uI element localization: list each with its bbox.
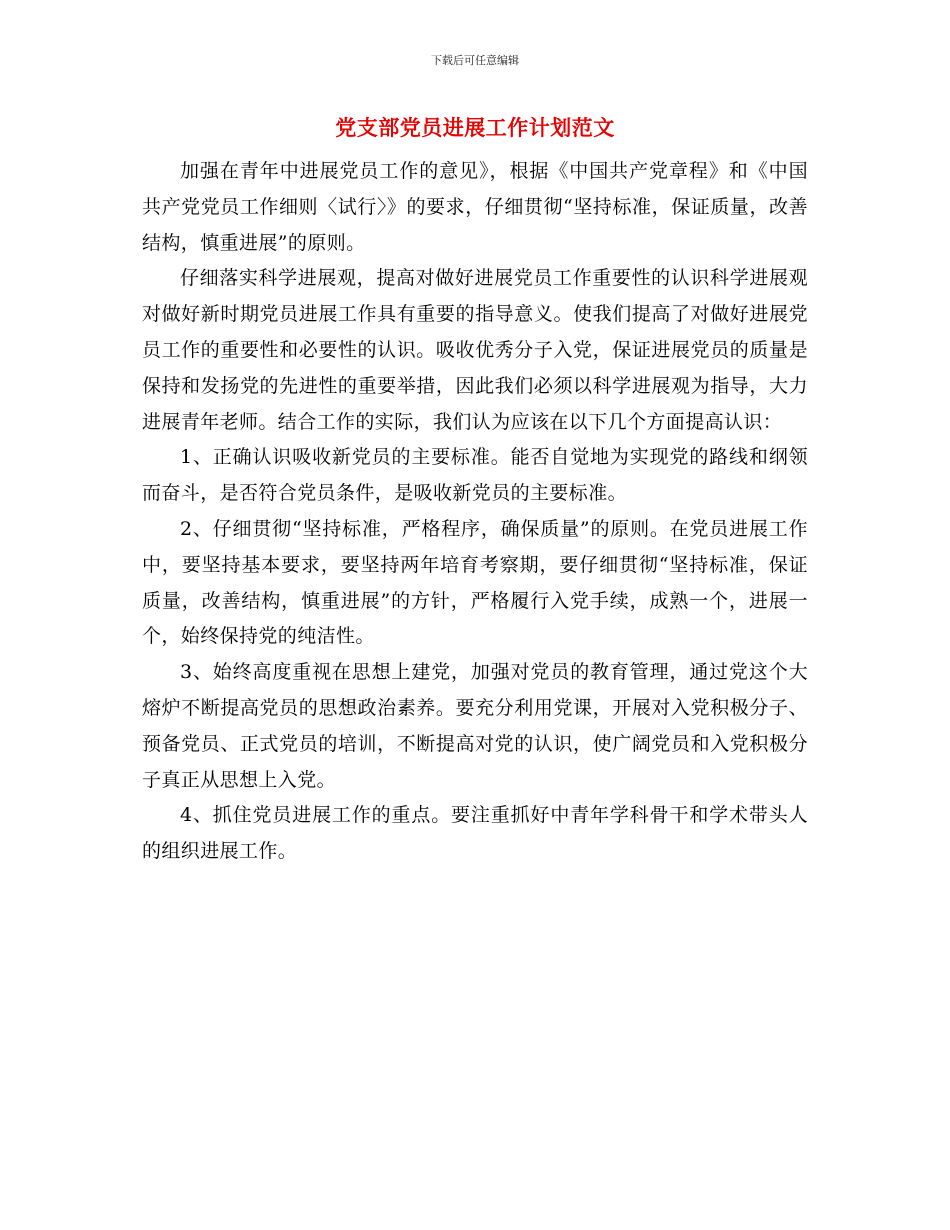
document-title: 党支部党员进展工作计划范文 bbox=[335, 115, 615, 140]
paragraph-point-2: 2、仔细贯彻“坚持标准，严格程序，确保质量”的原则。在党员进展工作中，要坚持基本要求，要坚持两年培育考察期，要仔细贯彻“坚持标准，保证质量，改善结构，慎重进展”的方针，严格履行入党手续，成熟一个，进展一个，始终保持党的纯洁性。 bbox=[142, 517, 808, 648]
paragraph-point-3: 3、始终高度重视在思想上建党，加强对党员的教育管理，通过党这个大熔炉不断提高党员的思想政治素养。要充分利用党课，开展对入党积极分子、预备党员、正式党员的培训，不断提高对党的认识，使广阔党员和入党积极分子真正从思想上入党。 bbox=[142, 661, 808, 791]
paragraph-scientific-development: 仔细落实科学进展观，提高对做好进展党员工作重要性的认识科学进展观对做好新时期党员进展工作具有重要的指导意义。使我们提高了对做好进展党员工作的重要性和必要性的认识。吸收优秀分子入党，保证进展党员的质量是保持和发扬党的先进性的重要举措，因此我们必须以科学进展观为指导，大力进展青年老师。结合工作的实际，我们认为应该在以下几个方面提高认识： bbox=[142, 267, 808, 433]
paragraph-point-1: 1、正确认识吸收新党员的主要标准。能否自觉地为实现党的路线和纲领而奋斗，是否符合党员条件，是吸收新党员的主要标准。 bbox=[142, 446, 808, 505]
paragraph-point-4: 4、抓住党员进展工作的重点。要注重抓好中青年学科骨干和学术带头人的组织进展工作。 bbox=[142, 804, 808, 863]
document-body bbox=[142, 154, 808, 870]
page-header: 下载后可任意编辑 bbox=[431, 54, 519, 67]
paragraph-intro: 加强在青年中进展党员工作的意见》，根据《中国共产党章程》和《中国共产党党员工作细则〈试行〉》的要求，仔细贯彻“坚持标准，保证质量，改善结构，慎重进展”的原则。 bbox=[142, 160, 808, 254]
